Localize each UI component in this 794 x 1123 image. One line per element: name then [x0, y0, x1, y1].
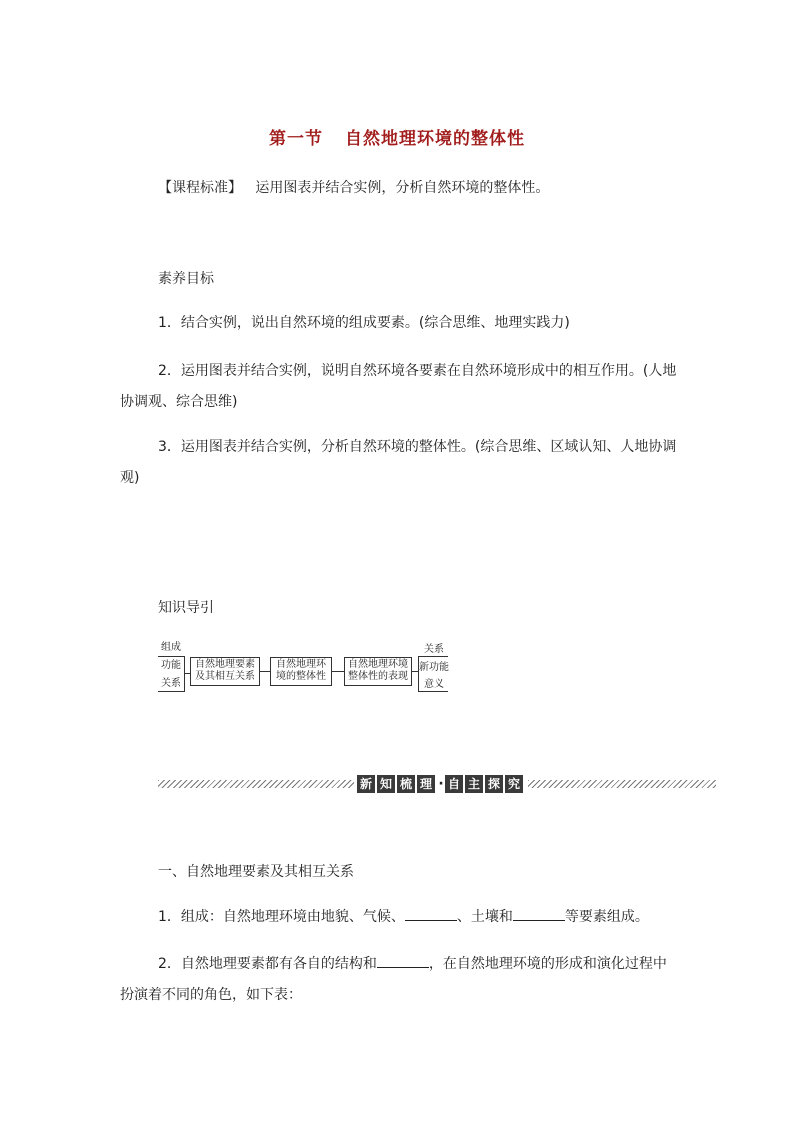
item2-prefix: 2．自然地理要素都有各自的结构和 [158, 956, 377, 972]
item1-mid: 、土壤和 [456, 909, 513, 925]
diagram-box-elements [190, 657, 260, 686]
diagram-left-label: 功能 [161, 660, 181, 671]
diagram-right-label: 关系 [424, 644, 444, 655]
box-line: 整体性的表现 [348, 671, 408, 682]
box-line: 自然地理环 [276, 659, 326, 670]
page-title [0, 124, 794, 149]
diagram-left-label: 组成 [161, 642, 181, 653]
banner-char: 主 [465, 775, 483, 793]
banner-char: 知 [377, 775, 395, 793]
box-line: 自然地理要素 [195, 659, 255, 670]
section1-item1 [158, 906, 649, 927]
course-standard-text: 运用图表并结合实例，分析自然环境的整体性。 [255, 180, 550, 196]
banner-dot: · [438, 776, 444, 792]
goal-item-3: 3．运用图表并结合实例，分析自然环境的整体性。(综合思维、区域认知、人地协调观) [120, 439, 677, 486]
section1-item2 [120, 949, 680, 1011]
diagram-left-label: 关系 [161, 678, 181, 689]
box-line: 境的整体性 [276, 671, 326, 682]
banner-char: 自 [445, 775, 463, 793]
item1-suffix: 等要素组成。 [564, 909, 649, 925]
knowledge-diagram [158, 640, 458, 694]
fill-blank[interactable] [377, 953, 429, 968]
goal-item-1: 1．结合实例，说出自然环境的组成要素。(综合思维、地理实践力) [158, 315, 570, 331]
diagram-right-label: 新功能 [419, 662, 449, 673]
diagram-right-label: 意义 [424, 679, 444, 690]
guide-heading: 知识导引 [158, 600, 214, 616]
box-line: 及其相互关系 [195, 671, 255, 682]
fill-blank[interactable] [513, 906, 565, 921]
box-line: 自然地理环境 [348, 659, 408, 670]
banner-hatch-right [528, 780, 716, 788]
goal-item-2: 2．运用图表并结合实例，说明自然环境各要素在自然环境形成中的相互作用。(人地协调观、综合思维) [120, 363, 677, 410]
item1-prefix: 1．组成：自然地理环境由地貌、气候、 [158, 909, 405, 925]
diagram-box-manifestation [344, 657, 412, 686]
item2-suffix: ，在自然地理环境的形成和演化过程中扮演着不同的角色，如下表： [120, 956, 667, 1003]
goals-heading: 素养目标 [158, 271, 214, 287]
banner-char: 新 [357, 775, 375, 793]
title-text: 自然地理环境的整体性 [345, 129, 525, 149]
banner-char: 究 [505, 775, 523, 793]
title-section-number: 第一节 [269, 129, 323, 149]
section-banner [357, 775, 525, 793]
banner-char: 梳 [397, 775, 415, 793]
fill-blank[interactable] [405, 906, 457, 921]
banner-char: 理 [417, 775, 435, 793]
banner-hatch-left [158, 780, 354, 788]
section1-heading: 一、自然地理要素及其相互关系 [158, 864, 354, 880]
diagram-box-integrity [270, 657, 332, 686]
course-standard-label: 【课程标准】 [158, 180, 242, 196]
banner-char: 探 [485, 775, 503, 793]
course-standard [158, 178, 549, 198]
